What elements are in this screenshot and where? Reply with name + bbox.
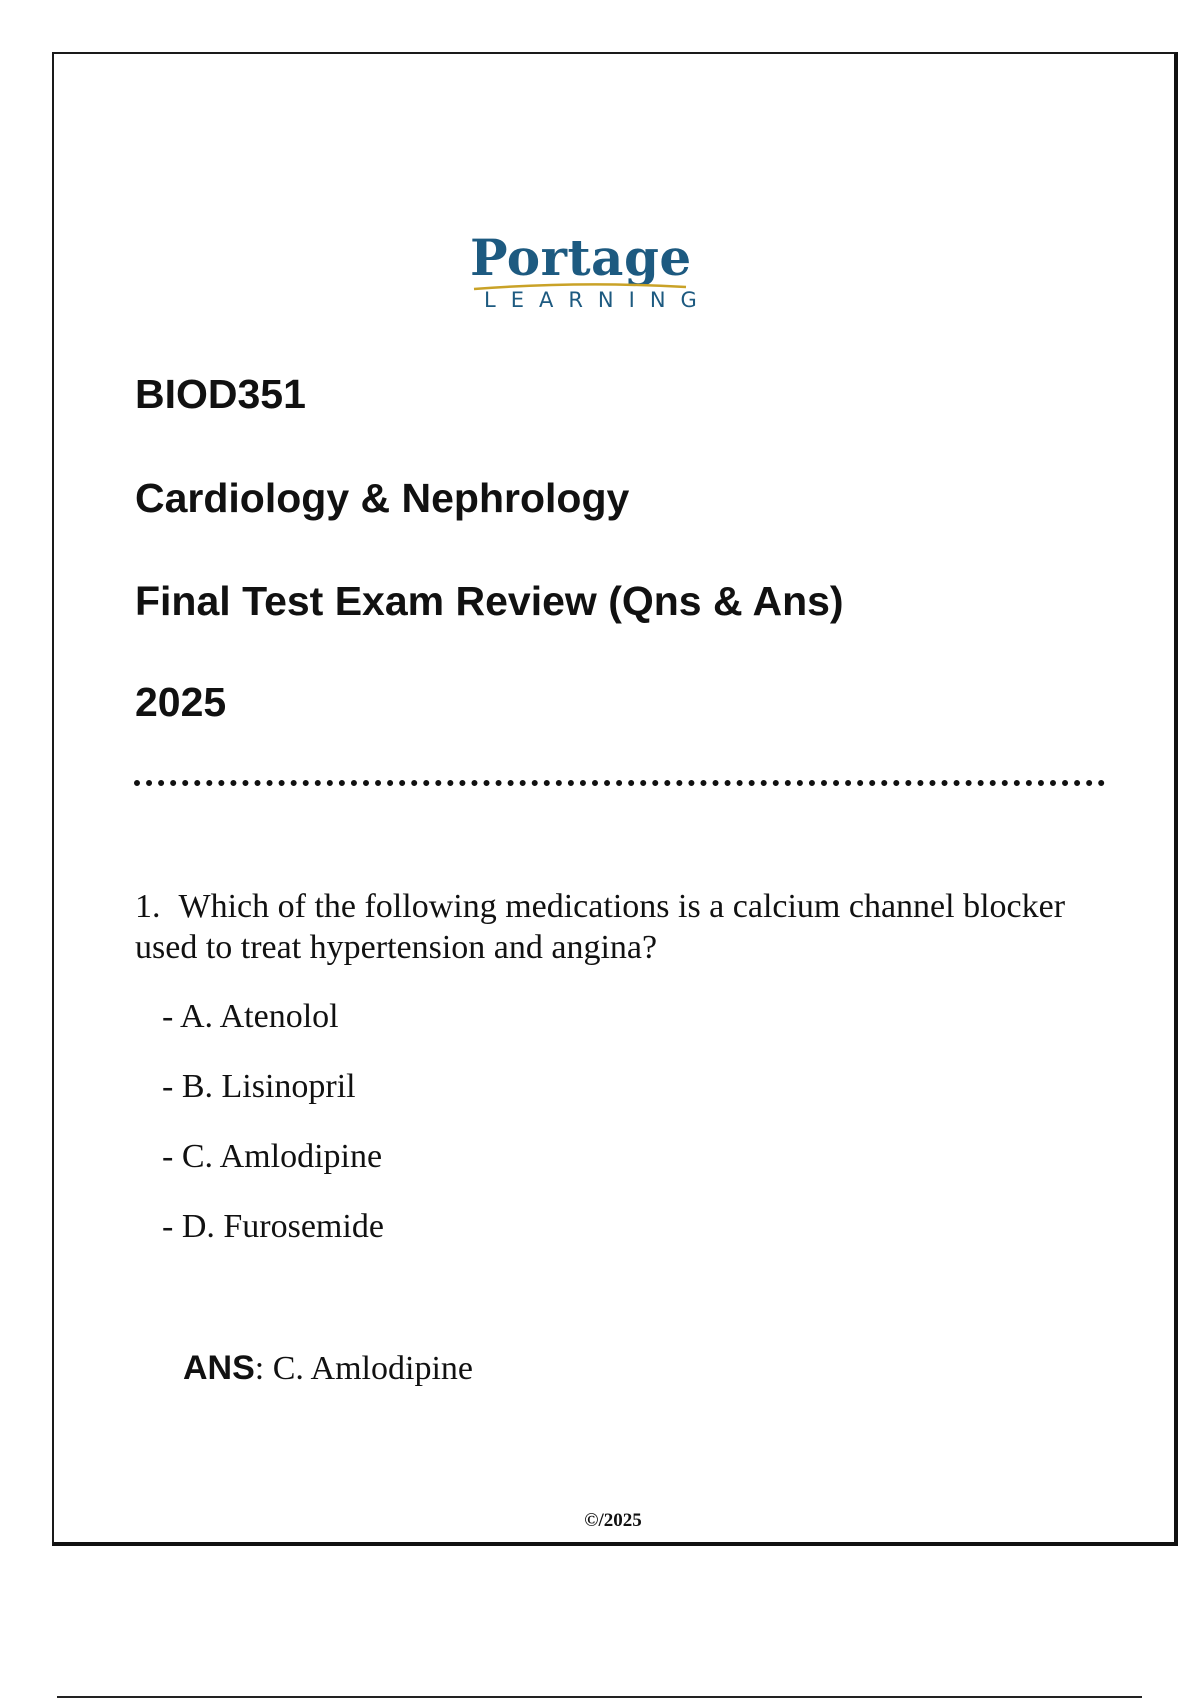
answer-label: ANS	[183, 1349, 255, 1387]
option-a: - A. Atenolol	[162, 998, 339, 1035]
answer-text: : C. Amlodipine	[254, 1350, 473, 1387]
question-text: Which of the following medications is a calcium channel blocker used to treat hypertension and angina?	[135, 888, 1066, 966]
answer	[183, 1348, 473, 1389]
answer-options	[162, 996, 384, 1276]
option-d: - D. Furosemide	[162, 1208, 384, 1245]
logo-subtitle: LEARNING	[484, 288, 712, 312]
bottom-rule	[57, 1696, 1142, 1698]
document-title: Final Test Exam Review (Qns & Ans)	[135, 578, 844, 624]
logo-swoosh-icon	[472, 283, 688, 291]
question-1	[135, 886, 1095, 968]
portage-learning-logo	[470, 228, 712, 320]
question-number: 1.	[135, 888, 161, 925]
copyright: ©/2025	[584, 1510, 642, 1531]
course-subject: Cardiology & Nephrology	[135, 475, 630, 521]
option-c: - C. Amlodipine	[162, 1138, 383, 1175]
logo-wordmark: Portage	[470, 228, 692, 287]
course-code: BIOD351	[135, 371, 306, 417]
option-b: - B. Lisinopril	[162, 1068, 356, 1105]
dotted-divider	[134, 780, 1105, 786]
document-year: 2025	[135, 679, 227, 725]
